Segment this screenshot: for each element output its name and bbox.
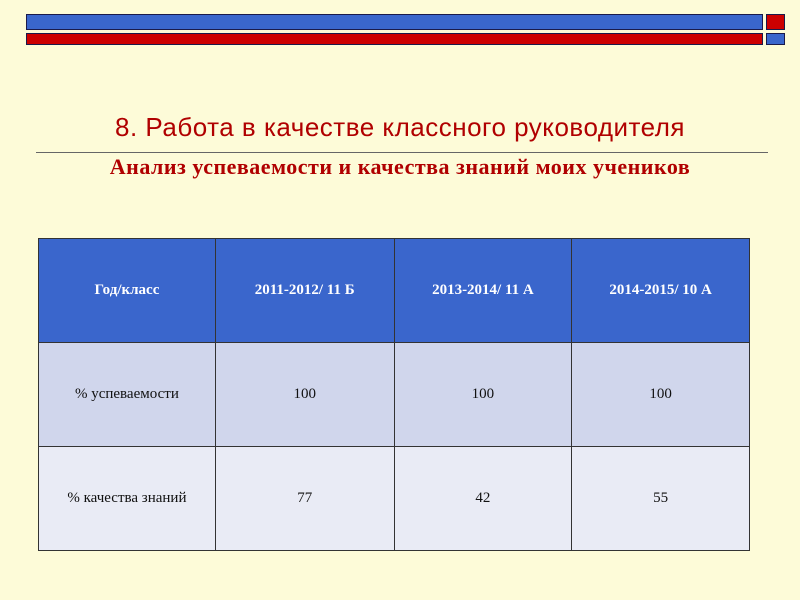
- table-cell: 55: [572, 447, 750, 551]
- decorative-red-square: [766, 14, 785, 30]
- row-label-knowledge-quality: % качества знаний: [39, 447, 216, 551]
- table-cell: 42: [394, 447, 572, 551]
- table-cell: 100: [572, 343, 750, 447]
- decorative-blue-bar: [26, 14, 763, 30]
- header-2013-2014: 2013-2014/ 11 А: [394, 239, 572, 343]
- decorative-blue-square: [766, 33, 785, 45]
- header-year-class: Год/класс: [39, 239, 216, 343]
- table-cell: 100: [215, 343, 394, 447]
- table-row: [39, 447, 750, 551]
- performance-table: [38, 238, 750, 551]
- header-2014-2015: 2014-2015/ 10 А: [572, 239, 750, 343]
- row-label-success-rate: % успеваемости: [39, 343, 216, 447]
- header-2011-2012: 2011-2012/ 11 Б: [215, 239, 394, 343]
- table-header-row: [39, 239, 750, 343]
- slide-title: 8. Работа в качестве классного руководителя: [115, 112, 685, 142]
- table-cell: 77: [215, 447, 394, 551]
- table-cell: 100: [394, 343, 572, 447]
- decorative-red-bar: [26, 33, 763, 45]
- slide-subtitle: Анализ успеваемости и качества знаний моих учеников: [109, 154, 691, 179]
- table-row: [39, 343, 750, 447]
